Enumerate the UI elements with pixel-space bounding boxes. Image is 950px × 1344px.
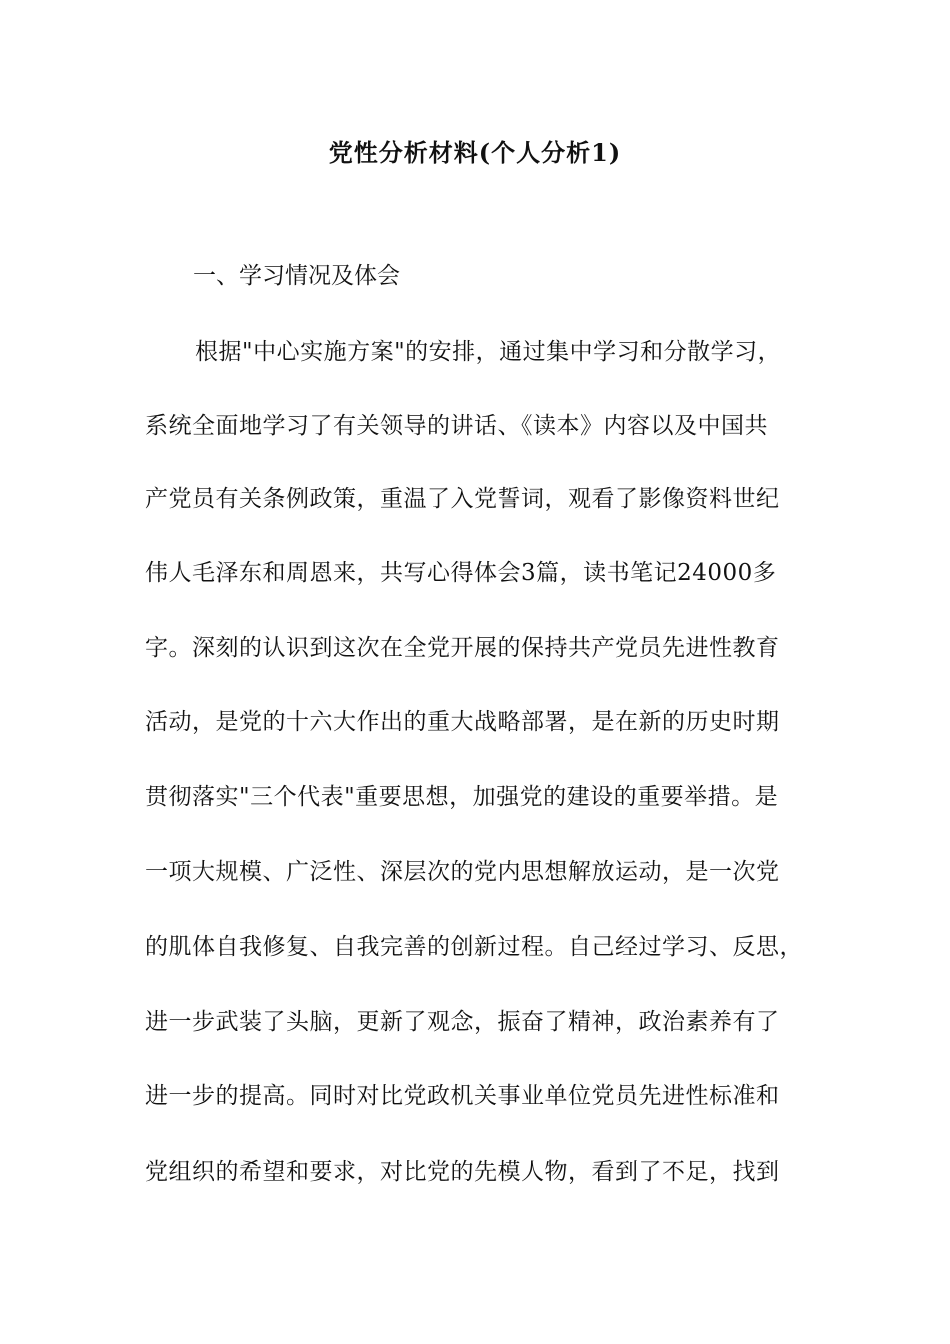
- paragraph-line: 进一步武装了头脑，更新了观念，振奋了精神，政治素养有了: [145, 1009, 780, 1035]
- paragraph-line: 进一步的提高。同时对比党政机关事业单位党员先进性标准和: [145, 1083, 780, 1109]
- paragraph-line: 产党员有关条例政策，重温了入党誓词，观看了影像资料世纪: [145, 486, 780, 512]
- paragraph-line: 系统全面地学习了有关领导的讲话、《读本》内容以及中国共: [145, 413, 768, 439]
- paragraph-line: 贯彻落实"三个代表"重要思想，加强党的建设的重要举措。是: [145, 784, 779, 810]
- paragraph-line: 根据"中心实施方案"的安排，通过集中学习和分散学习，: [195, 339, 782, 365]
- document-title: 党性分析材料(个人分析1): [328, 138, 622, 167]
- paragraph-line: 伟人毛泽东和周恩来，共写心得体会3篇，读书笔记24000多: [145, 560, 777, 586]
- paragraph-line: 活动，是党的十六大作出的重大战略部署，是在新的历史时期: [145, 709, 780, 735]
- paragraph-line: 字。深刻的认识到这次在全党开展的保持共产党员先进性教育: [145, 635, 780, 661]
- paragraph-line: 一项大规模、广泛性、深层次的党内思想解放运动，是一次党: [145, 859, 780, 885]
- paragraph-line: 的肌体自我修复、自我完善的创新过程。自己经过学习、反思，: [145, 934, 803, 960]
- section-heading: 一、学习情况及体会: [193, 263, 400, 289]
- paragraph-line: 党组织的希望和要求，对比党的先模人物，看到了不足，找到: [145, 1159, 780, 1185]
